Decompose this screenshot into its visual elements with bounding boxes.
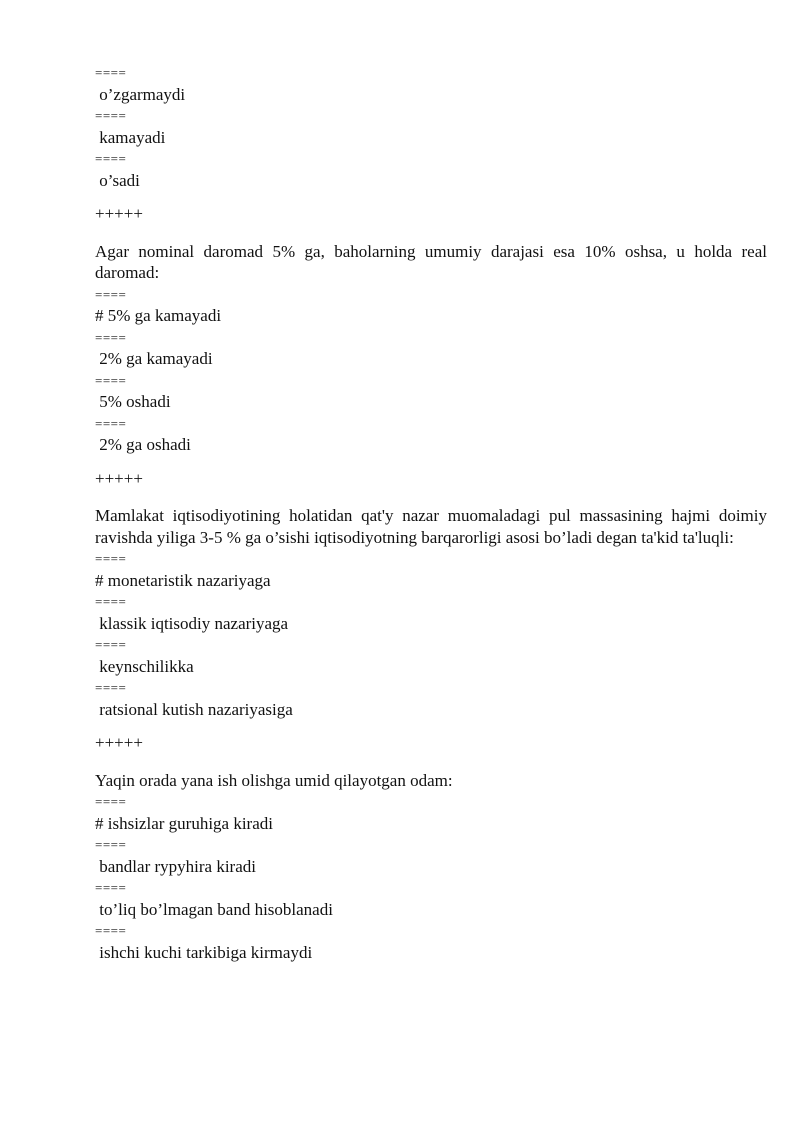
option-separator: ==== (95, 286, 127, 302)
answer-option-correct: # monetaristik nazariyaga (95, 570, 271, 590)
answer-option: o’zgarmaydi (95, 84, 186, 104)
question-delimiter: +++++ (95, 204, 143, 223)
option-separator: ==== (95, 680, 127, 695)
answer-option: ratsional kutish nazariyasiga (95, 699, 293, 719)
answer-option: 2% ga kamayadi (95, 349, 213, 368)
option-separator: ==== (95, 637, 127, 652)
answer-option: o’sadi (95, 170, 140, 190)
option-separator: ==== (95, 108, 127, 123)
option-separator: ==== (95, 923, 127, 938)
answer-option: klassik iqtisodiy nazariyaga (95, 613, 289, 633)
option-separator: ==== (95, 329, 127, 345)
option-separator: ==== (95, 151, 127, 166)
question-block-1 (95, 62, 767, 191)
question-text: Yaqin orada yana ish olishga umid qilayotgan odam: (95, 770, 453, 790)
question-delimiter: +++++ (95, 733, 143, 752)
answer-option: keynschilikka (95, 656, 194, 676)
answer-option: 5% oshadi (95, 392, 171, 411)
option-separator: ==== (95, 880, 127, 895)
question-text: Mamlakat iqtisodiyotining holatidan qat'y nazar muomaladagi pul massasining hajmi doimiy ravishda yiliga 3-5 % ga o’sishi iqtisodiyotning barqarorligi asosi bo’ladi degan ta'kid ta'luqli: (95, 506, 767, 547)
question-block-2 (95, 241, 767, 456)
answer-option: bandlar rypyhira kiradi (95, 856, 256, 876)
answer-option-correct: # 5% ga kamayadi (95, 306, 222, 325)
answer-option: ishchi kuchi tarkibiga kirmaydi (95, 942, 313, 962)
answer-option-correct: # ishsizlar guruhiga kiradi (95, 813, 273, 833)
option-separator: ==== (95, 551, 127, 566)
option-separator: ==== (95, 794, 127, 809)
option-separator: ==== (95, 594, 127, 609)
question-delimiter: +++++ (95, 468, 143, 488)
option-separator: ==== (95, 65, 127, 80)
answer-option: 2% ga oshadi (95, 435, 191, 454)
option-separator: ==== (95, 372, 127, 388)
answer-option: kamayadi (95, 127, 166, 147)
question-text: Agar nominal daromad 5% ga, baholarning umumiy darajasi esa 10% oshsa, u holda real daromad: (95, 241, 767, 282)
option-separator: ==== (95, 837, 127, 852)
document-content (95, 62, 767, 963)
option-separator: ==== (95, 415, 127, 431)
question-block-3 (95, 505, 767, 720)
question-block-4 (95, 770, 767, 964)
answer-option: to’liq bo’lmagan band hisoblanadi (95, 899, 333, 919)
